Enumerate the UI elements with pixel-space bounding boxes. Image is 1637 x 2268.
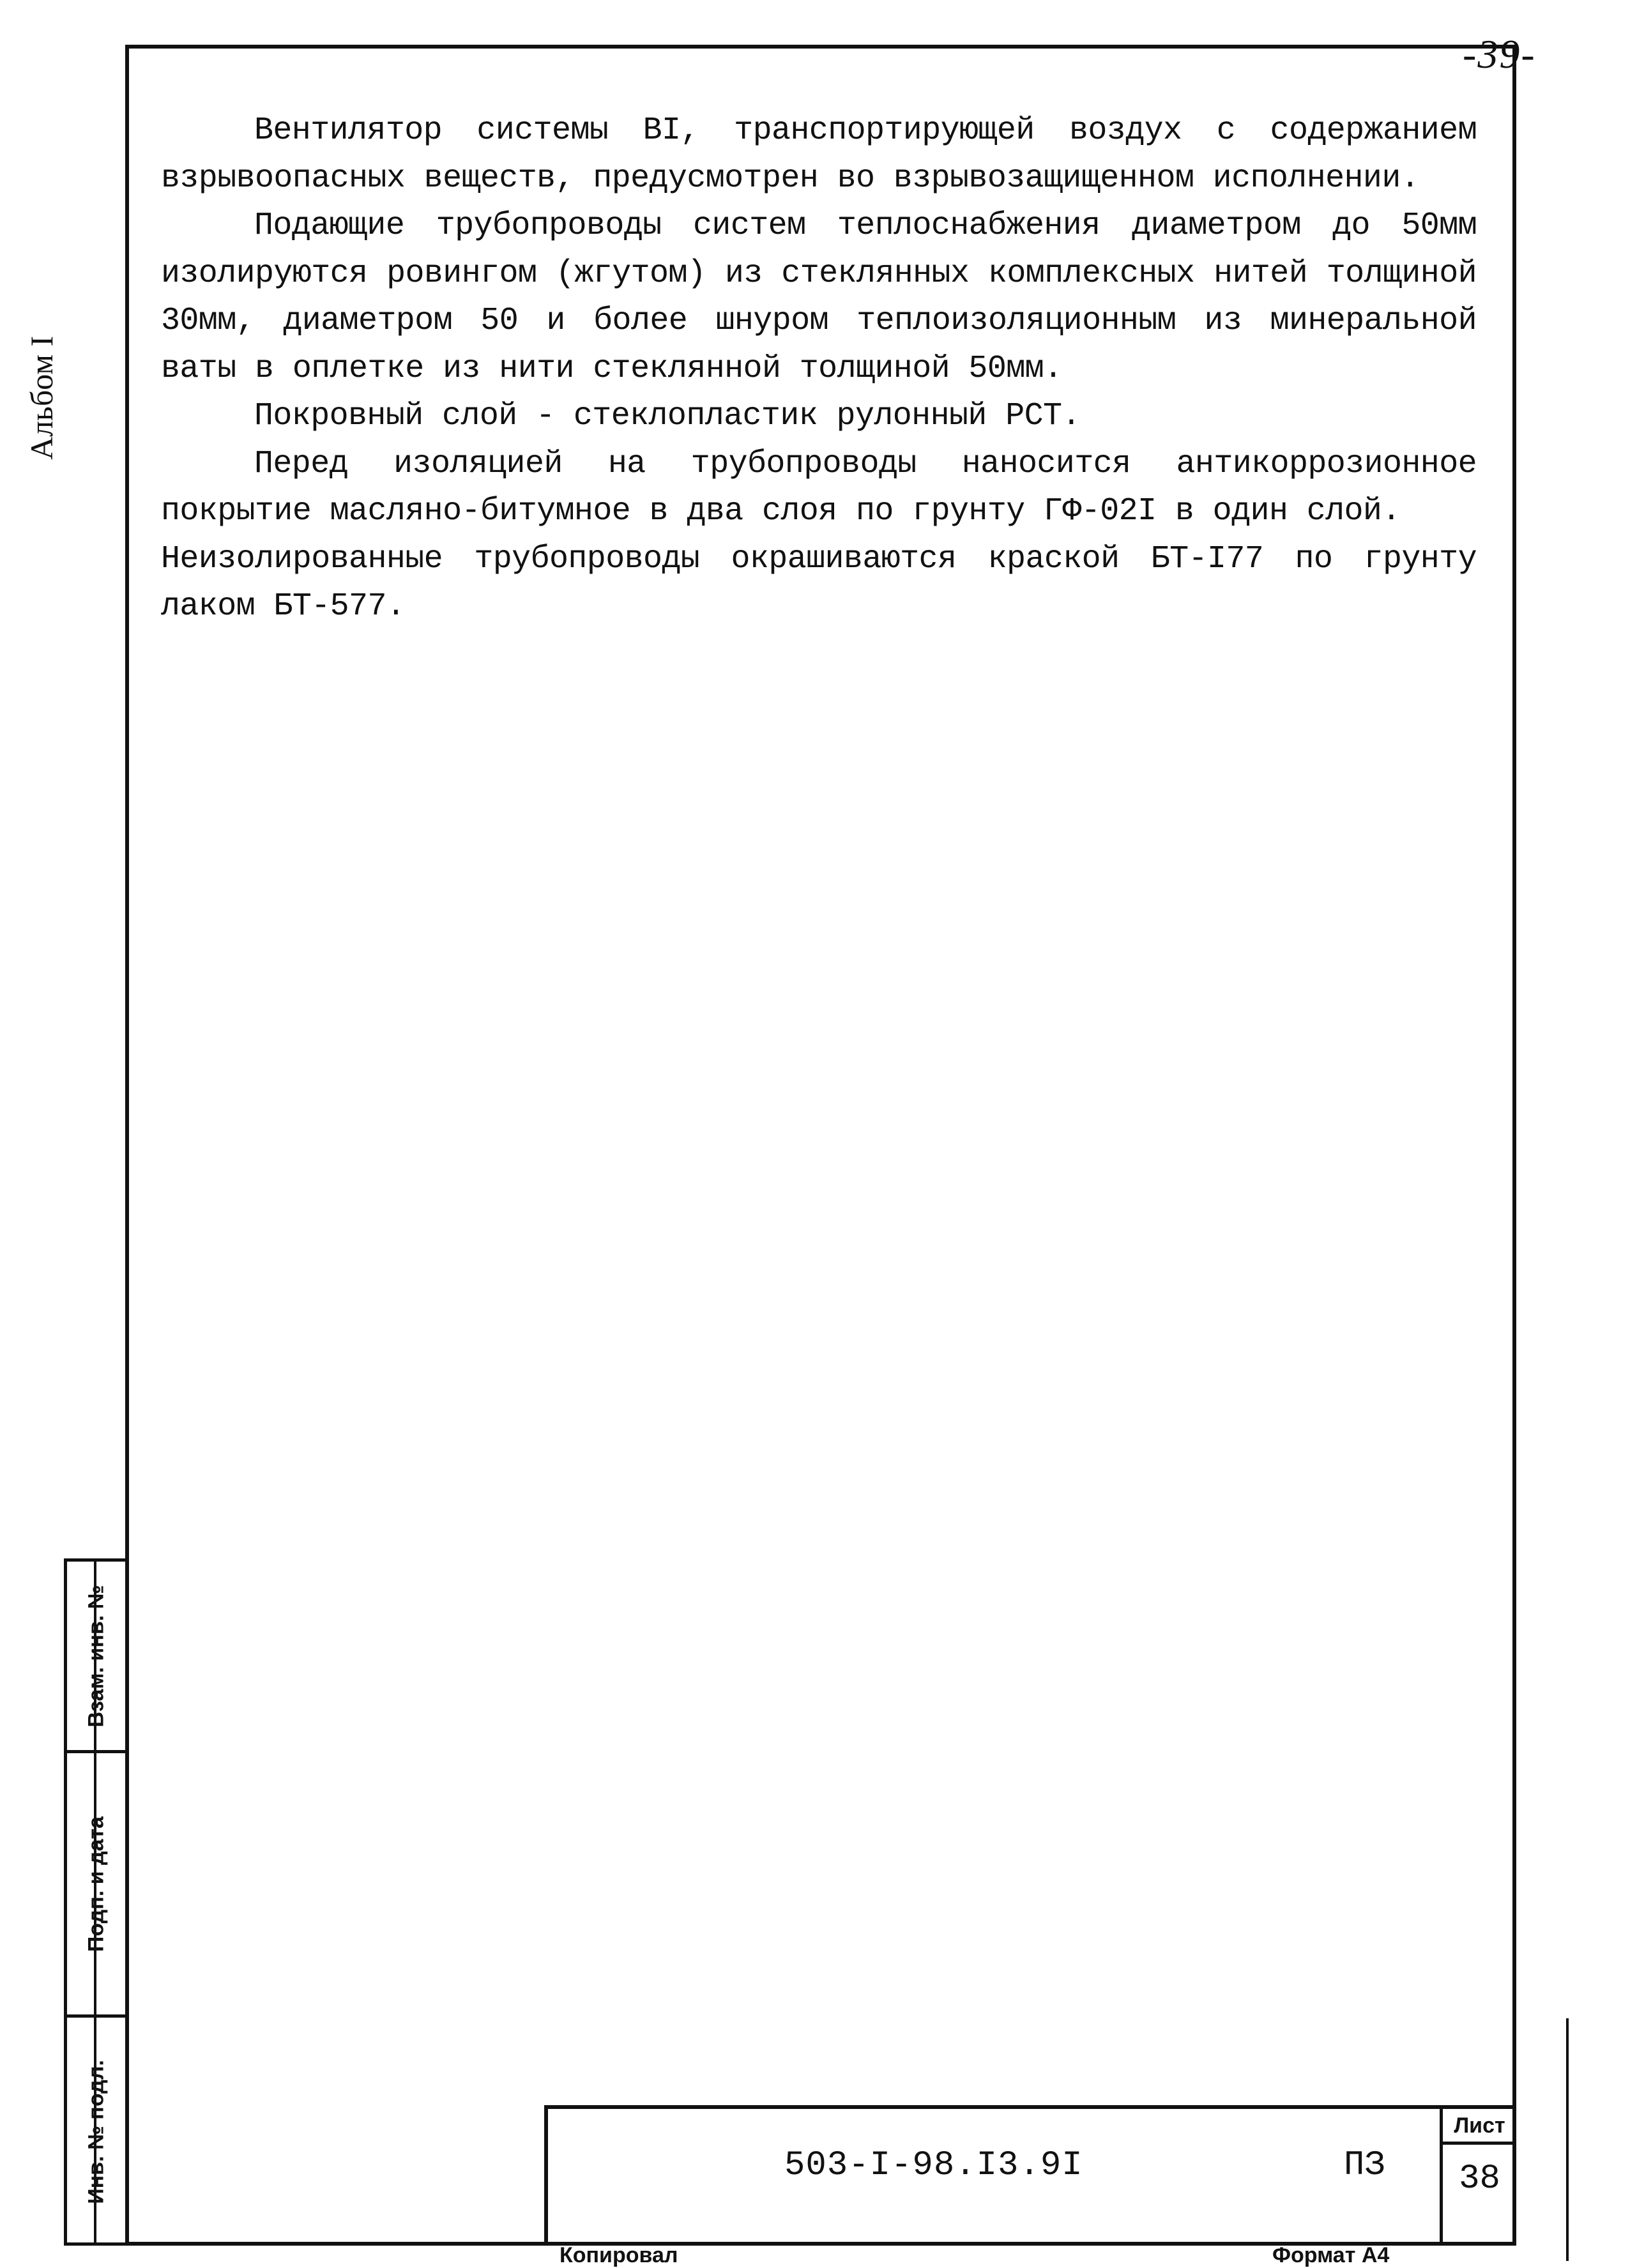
section-code: ПЗ bbox=[1344, 2146, 1385, 2185]
strip-cell-podp bbox=[67, 1753, 125, 2018]
sheet-mark: -39- bbox=[1463, 31, 1536, 77]
document-code: 503-I-98.I3.9I bbox=[784, 2146, 1083, 2185]
format-label: Формат А4 bbox=[1272, 2243, 1390, 2267]
strip-label-vzam: Взам. инв. № bbox=[84, 1584, 108, 1728]
sheet-edge-line bbox=[1566, 2018, 1569, 2261]
paragraph-painting: Неизолированные трубопроводы окрашиваются краской БТ-I77 по грунту лаком БТ-577. bbox=[161, 540, 1477, 625]
copied-label: Копировал bbox=[560, 2243, 678, 2267]
paragraph-anticorrosion: Перед изоляцией на трубопроводы наносится антикоррозионное покрытие масляно-битумное в два слоя по грунту ГФ-02I в один слой. bbox=[161, 445, 1477, 529]
sheet-number: 38 bbox=[1459, 2159, 1500, 2198]
explanatory-note-text bbox=[161, 107, 1477, 631]
paragraph-cover-layer: Покровный слой - стеклопластик рулонный РСТ. bbox=[254, 398, 1081, 434]
paragraph-pipelines: Подающие трубопроводы систем теплоснабжения диаметром до 50мм изолируются ровингом (жгутом) из стеклянных комплексных нитей толщиной 30мм, диаметром 50 и более шнуром теплоизоляционным из минеральной ваты в оплетке из нити стеклянной толщиной 50мм. bbox=[161, 208, 1477, 387]
title-block bbox=[544, 2105, 1516, 2246]
sheet-box bbox=[1440, 2109, 1516, 2246]
strip-cell-inv bbox=[67, 2018, 125, 2246]
strip-label-inv: Инв. № подл. bbox=[84, 2059, 108, 2204]
strip-label-podp: Подп. и дата bbox=[84, 1816, 108, 1952]
paragraph-fan: Вентилятор системы BI, транспортирующей воздух с содержанием взрывоопасных веществ, предусмотрен во взрывозащищенном исполнении. bbox=[161, 112, 1477, 197]
approval-strip bbox=[64, 1558, 125, 2246]
album-label: Альбом I bbox=[24, 335, 59, 460]
sheet-label: Лист bbox=[1443, 2109, 1516, 2145]
strip-cell-vzam bbox=[67, 1562, 125, 1753]
